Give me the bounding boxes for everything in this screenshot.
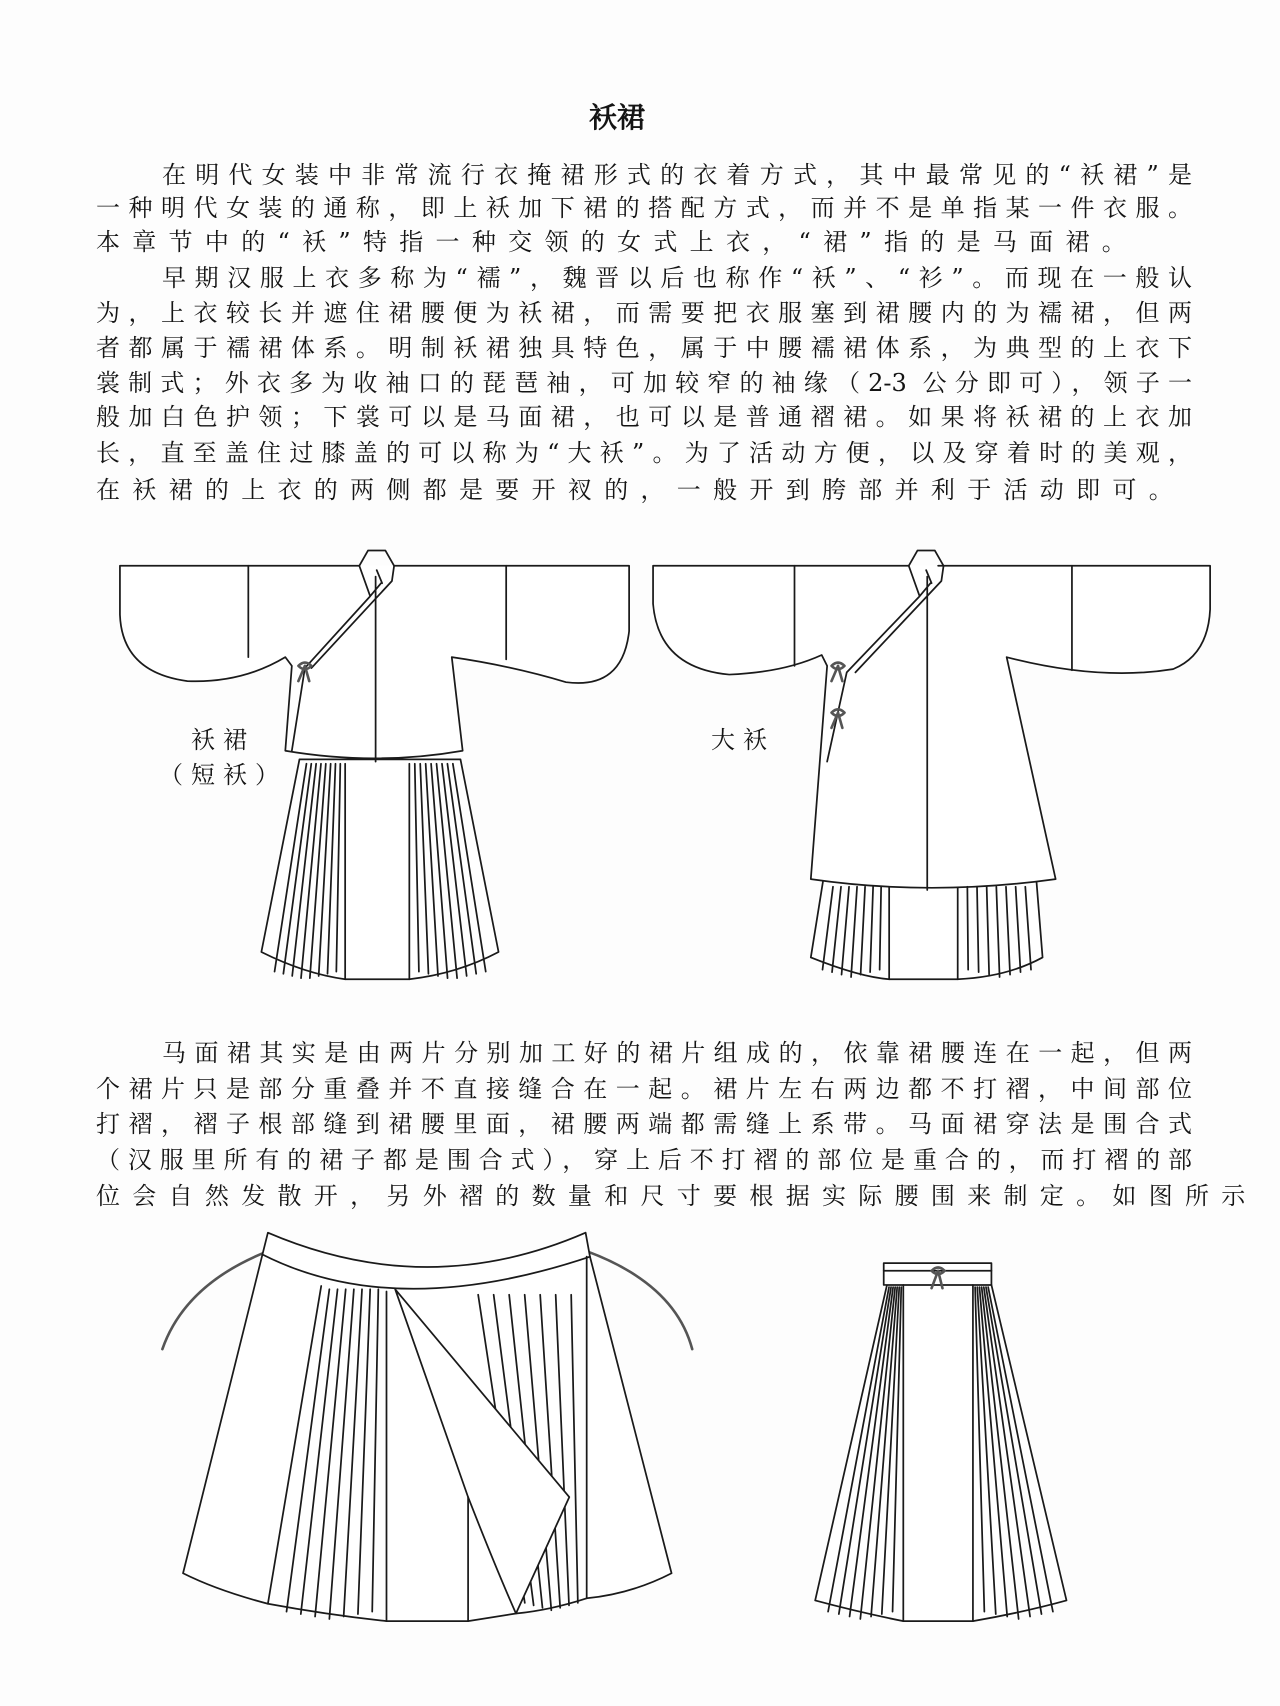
closed-skirt-figure	[815, 1263, 1066, 1621]
figure-sublabel-short-jacket: （短袄）	[159, 761, 287, 789]
open-skirt-figure	[162, 1233, 692, 1621]
text-line: 早期汉服上衣多称为“襦”，魏晋以后也称作“袄”、“衫”。而现在一般认	[162, 264, 1192, 292]
text-line: 位会自然发散开，另外褶的数量和尺寸要根据实际腰围来制定。如图所示	[96, 1182, 1258, 1210]
text-line: 一种明代女装的通称，即上袄加下裙的搭配方式，而并不是单指某一件衣服。	[96, 194, 1192, 222]
text-line: 般加白色护领；下裳可以是马面裙，也可以是普通褶裙。如果将袄裙的上衣加	[96, 403, 1192, 431]
long-jacket-figure	[653, 551, 1210, 980]
page-title: 袄裙	[588, 101, 645, 134]
figure-label-short-jacket: 袄裙	[191, 726, 255, 754]
text-line: 本章节中的“袄”特指一种交领的女式上衣，“裙”指的是马面裙。	[96, 228, 1139, 256]
text-line: 裳制式；外衣多为收袖口的琵琶袖，可加较窄的袖缘（2-3 公分即可），领子一	[96, 369, 1192, 397]
text-line: （汉服里所有的裙子都是围合式），穿上后不打褶的部位是重合的，而打褶的部	[96, 1146, 1192, 1174]
figure-label-long-jacket: 大袄	[711, 726, 775, 754]
text-line: 打褶，褶子根部缝到裙腰里面，裙腰两端都需缝上系带。马面裙穿法是围合式	[96, 1110, 1192, 1138]
text-line: 者都属于襦裙体系。明制袄裙独具特色，属于中腰襦裙体系，为典型的上衣下	[96, 334, 1192, 362]
pleat-line	[967, 887, 968, 970]
text-line: 在明代女装中非常流行衣掩裙形式的衣着方式，其中最常见的“袄裙”是	[162, 161, 1192, 189]
text-line: 马面裙其实是由两片分别加工好的裙片组成的，依靠裙腰连在一起，但两	[162, 1039, 1192, 1067]
text-line: 在袄裙的上衣的两侧都是要开衩的，一般开到胯部并利于活动即可。	[96, 476, 1185, 504]
text-line: 个裙片只是部分重叠并不直接缝合在一起。裙片左右两边都不打褶，中间部位	[96, 1075, 1192, 1103]
text-line: 长，直至盖住过膝盖的可以称为“大袄”。为了活动方便，以及穿着时的美观，	[96, 439, 1192, 467]
text-line: 为，上衣较长并遮住裙腰便为袄裙，而需要把衣服塞到裙腰内的为襦裙，但两	[96, 299, 1192, 327]
